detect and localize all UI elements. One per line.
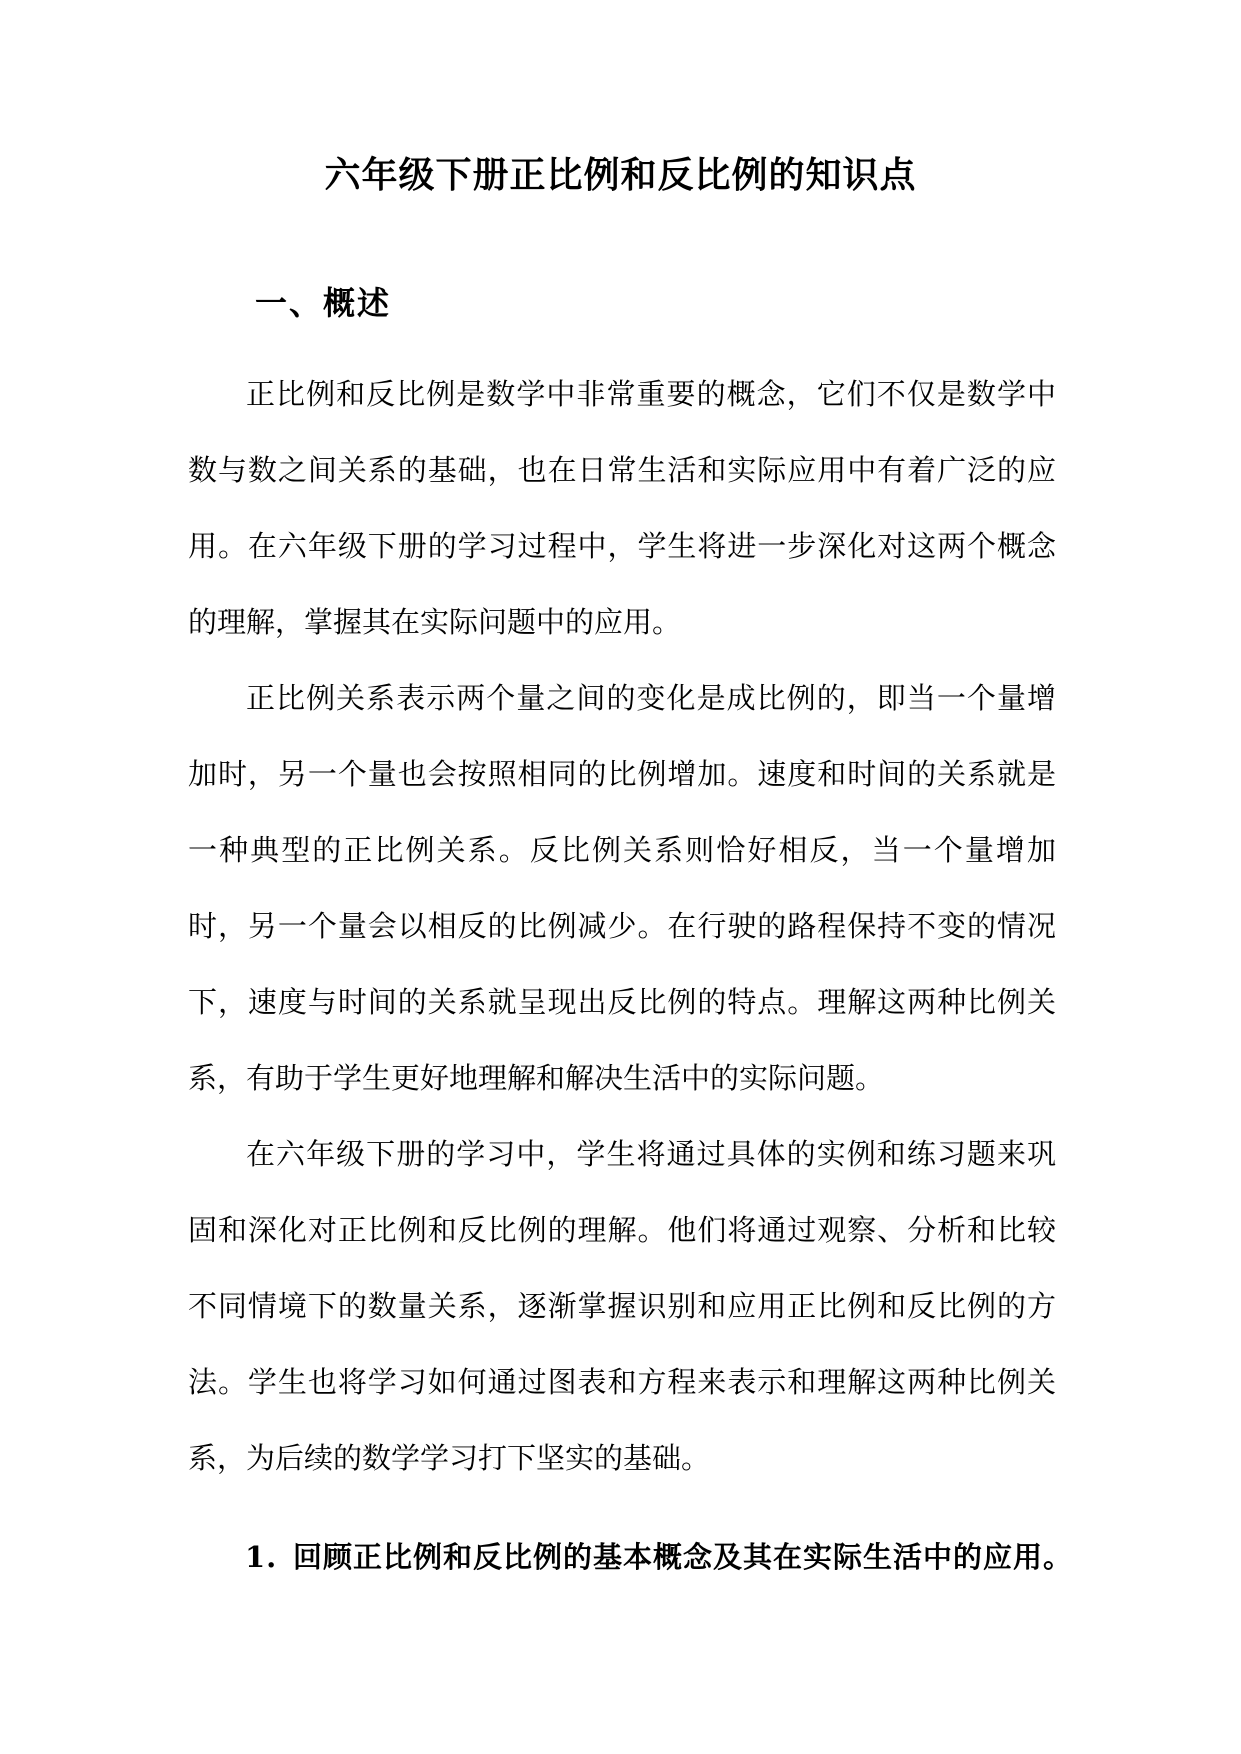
paragraph-learning: 在六年级下册的学习中，学生将通过具体的实例和练习题来巩固和深化对正比例和反比例的理解。他们将通过观察、分析和比较不同情境下的数量关系，逐渐掌握识别和应用正比例和反比例的方法。学生也将学习如何通过图表和方程来表示和理解这两种比例关系，为后续的数学学习打下坚实的基础。 (188, 1137, 1056, 1475)
item-number: 1. (245, 1540, 278, 1574)
paragraph-intro: 正比例和反比例是数学中非常重要的概念，它们不仅是数学中数与数之间关系的基础，也在日常生活和实际应用中有着广泛的应用。在六年级下册的学习过程中，学生将进一步深化对这两个概念的理解，掌握其在实际问题中的应用。 (188, 377, 1056, 639)
item-text: 回顾正比例和反比例的基本概念及其在实际生活中的应用。 (293, 1540, 1074, 1574)
section-heading-overview: 一、概述 (255, 284, 392, 322)
document-title: 六年级下册正比例和反比例的知识点 (324, 154, 917, 196)
numbered-item-heading (245, 1532, 1073, 1582)
paragraph-definitions: 正比例关系表示两个量之间的变化是成比例的，即当一个量增加时，另一个量也会按照相同的比例增加。速度和时间的关系就是一种典型的正比例关系。反比例关系则恰好相反，当一个量增加时，另一个量会以相反的比例减少。在行驶的路程保持不变的情况下，速度与时间的关系就呈现出反比例的特点。理解这两种比例关系，有助于学生更好地理解和解决生活中的实际问题。 (188, 681, 1056, 1095)
